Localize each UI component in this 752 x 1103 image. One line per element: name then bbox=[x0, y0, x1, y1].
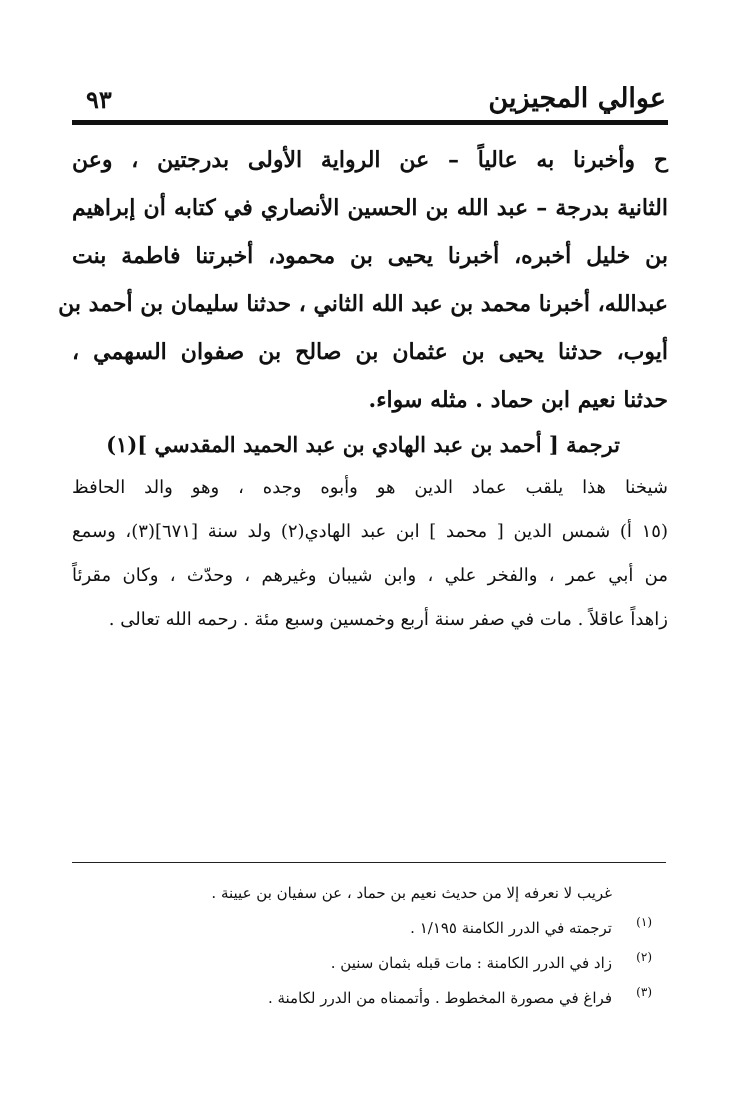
footnote bbox=[72, 946, 666, 981]
footnote bbox=[72, 876, 666, 911]
footnote-text: ترجمته في الدرر الكامنة ١/١٩٥ . bbox=[410, 919, 612, 937]
footnotes bbox=[72, 876, 666, 1016]
footnote-text: زاد في الدرر الكامنة : مات قبله بثمان سنين . bbox=[330, 954, 612, 972]
main-text-line: عبدالله، أخبرنا محمد بن عبد الله الثاني ، حدثنا سليمان بن أحمد بن bbox=[58, 291, 668, 317]
footnote bbox=[72, 981, 666, 1016]
main-text-line: الثانية بدرجة – عبد الله بن الحسين الأنصاري في كتابه أن إبراهيم bbox=[72, 195, 668, 221]
footnote-text: فراغ في مصورة المخطوط . وأتممناه من الدرر لكامنة . bbox=[267, 989, 612, 1007]
footnote-number: (١) bbox=[636, 915, 652, 929]
main-text-line: أيوب، حدثنا يحيى بن عثمان بن صالح بن صفوان السهمي ، bbox=[72, 339, 668, 365]
header-rule bbox=[72, 120, 668, 125]
page-number: ٩٣ bbox=[86, 85, 112, 114]
footnote-separator bbox=[72, 862, 666, 863]
section-heading: ترجمة [ أحمد بن عبد الهادي بن عبد الحميد المقدسي ](١) bbox=[106, 432, 620, 457]
page-header bbox=[72, 82, 668, 122]
footnote-number: (٣) bbox=[636, 985, 652, 999]
main-text bbox=[58, 136, 668, 642]
main-text-line: بن خليل أخبره، أخبرنا يحيى بن محمود، أخبرتنا فاطمة بنت bbox=[72, 243, 668, 269]
body-text-line: (١٥ أ) شمس الدين [ محمد ] ابن عبد الهادي(٢) ولد سنة [٦٧١](٣)، وسمع bbox=[72, 521, 668, 542]
footnote bbox=[72, 911, 666, 946]
running-title: عوالي المجيزين bbox=[488, 83, 666, 114]
footnote-number: (٢) bbox=[636, 950, 652, 964]
main-text-line: حدثنا نعيم ابن حماد . مثله سواء. bbox=[368, 387, 668, 413]
body-text-line: زاهداً عاقلاً . مات في صفر سنة أربع وخمسين وسبع مئة . رحمه الله تعالى . bbox=[108, 609, 668, 630]
body-text-line: شيخنا هذا يلقب عماد الدين هو وأبوه وجده ، وهو والد الحافظ bbox=[72, 477, 668, 498]
body-text-line: من أبي عمر ، والفخر علي ، وابن شيبان وغيرهم ، وحدّث ، وكان مقرئاً bbox=[72, 565, 668, 586]
footnote-text: غريب لا نعرفه إلا من حديث نعيم بن حماد ، عن سفيان بن عيينة . bbox=[211, 884, 612, 902]
main-text-line: ح وأخبرنا به عالياً – عن الرواية الأولى بدرجتين ، وعن bbox=[72, 147, 668, 173]
